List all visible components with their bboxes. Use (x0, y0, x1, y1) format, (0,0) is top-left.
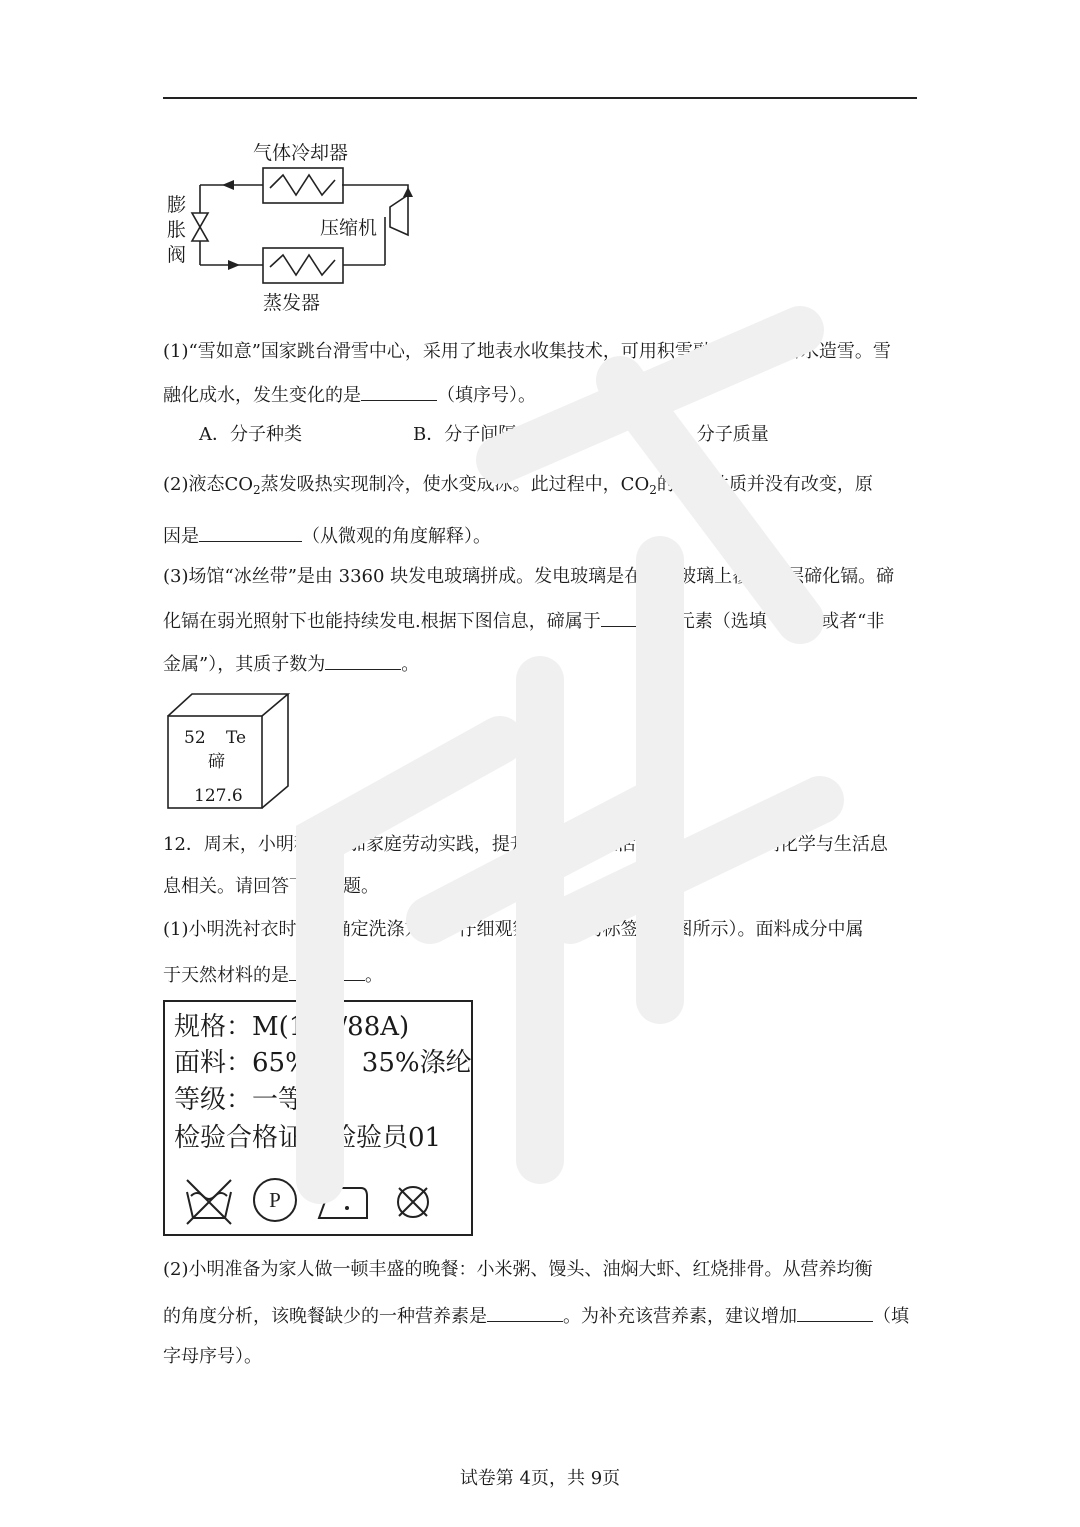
q11-p3-line1: (3)场馆“冰丝带”是由 3360 块发电玻璃拼成。发电玻璃是在普通玻璃上覆盖一层碲化镉。碲 (163, 566, 895, 587)
clothing-label (163, 1000, 473, 1236)
label-fabric: 面料：65%棉 35%涤纶 (174, 1048, 472, 1078)
answer-blank[interactable] (325, 651, 401, 670)
chem-formula: CO (224, 474, 254, 495)
compressor-label: 压缩机 (320, 217, 378, 239)
text-span: 化镉在弱光照射下也能持续发电.根据下图信息，碲属于 (163, 611, 601, 632)
answer-blank[interactable] (487, 1303, 563, 1322)
q12-p1-line1: (1)小明洗衬衣时，为确定洗涤方式，仔细观察了衣服的标签（如图所示）。面料成分中属 (163, 919, 864, 940)
dry-clean-letter: P (269, 1188, 281, 1212)
label-cert: 检验合格证：检验员01 (174, 1123, 442, 1153)
answer-blank[interactable] (797, 1303, 873, 1322)
text-span: 的化学性质并没有改变，原 (656, 474, 873, 495)
text-span: 。 (401, 654, 420, 675)
q12-p2-line2 (163, 1303, 909, 1328)
q12-intro-line2: 息相关。请回答下列问题。 (163, 876, 379, 897)
q11-p2-line2 (163, 523, 491, 548)
label-grade: 等级：一等品 (174, 1085, 331, 1115)
q12-p2-line1: (2)小明准备为家人做一顿丰盛的晚餐：小米粥、馒头、油焖大虾、红烧排骨。从营养均衡 (163, 1259, 873, 1280)
iron-low-icon (315, 1182, 373, 1222)
element-name: 碲 (208, 752, 225, 772)
text-span: 的角度分析，该晚餐缺少的一种营养素是 (163, 1306, 487, 1327)
q12-p1-line2 (163, 962, 383, 987)
q12-p2-line3: 字母序号）。 (163, 1346, 262, 1367)
expansion-valve-char: 阀 (167, 244, 187, 266)
no-wash-icon (183, 1178, 235, 1226)
page-footer: 试卷第 4页，共 9页 (459, 1468, 621, 1489)
answer-blank[interactable] (601, 608, 677, 627)
answer-blank[interactable] (361, 382, 437, 401)
gas-cooler-label: 气体冷却器 (253, 142, 349, 164)
text-span: 。 (365, 965, 383, 986)
expansion-valve-label (167, 193, 189, 268)
text-span: （从微观的角度解释）。 (302, 526, 491, 547)
text-span: 。为补充该营养素，建议增加 (563, 1306, 797, 1327)
element-symbol: Te (226, 728, 247, 748)
text-span: （填序号）。 (437, 385, 536, 406)
text-span: 蒸发吸热实现制冷，使水变成冰。此过程中， (260, 474, 621, 495)
q11-p1-line2 (163, 382, 536, 407)
option-c: C．分子质量 (665, 424, 769, 445)
q11-p3-line3 (163, 651, 419, 676)
element-number: 52 (184, 728, 206, 748)
answer-blank[interactable] (289, 962, 365, 981)
q11-p1-line1: (1)“雪如意”国家跳台滑雪中心，采用了地表水收集技术，可用积雪融化形成的雪水造雪。雪 (163, 341, 891, 362)
text-span: 于天然材料的是 (163, 965, 289, 986)
text-span: 元素（选填“金属”或者“非 (676, 611, 885, 632)
option-b: B．分子间隔 (413, 424, 517, 445)
dry-clean-p-icon (251, 1176, 299, 1224)
text-span: （填 (873, 1306, 909, 1327)
text-span: 因是 (163, 526, 199, 547)
q11-p3-line2 (163, 608, 884, 633)
q12-intro-line1: 12．周末，小明积极参加家庭劳动实践，提升了自己的生活技能，同时感受到化学与生活息 (163, 834, 888, 855)
evaporator-label: 蒸发器 (263, 292, 321, 314)
element-mass: 127.6 (194, 786, 243, 806)
text-span: (2)液态 (163, 474, 225, 495)
text-span: 金属”），其质子数为 (163, 654, 326, 675)
option-a: A．分子种类 (199, 424, 302, 445)
q11-p2-line1 (163, 474, 873, 501)
chem-formula: CO (620, 474, 650, 495)
chem-subscript: 2 (253, 483, 261, 497)
expansion-valve-char: 膨 (167, 194, 187, 216)
text-span: 融化成水，发生变化的是 (163, 385, 361, 406)
no-tumble-dry-icon (393, 1182, 433, 1222)
chem-subscript: 2 (649, 483, 657, 497)
header-rule (163, 97, 917, 99)
answer-blank[interactable] (199, 523, 302, 542)
expansion-valve-char: 胀 (167, 219, 187, 241)
label-size: 规格：M(165/88A) (174, 1012, 410, 1042)
